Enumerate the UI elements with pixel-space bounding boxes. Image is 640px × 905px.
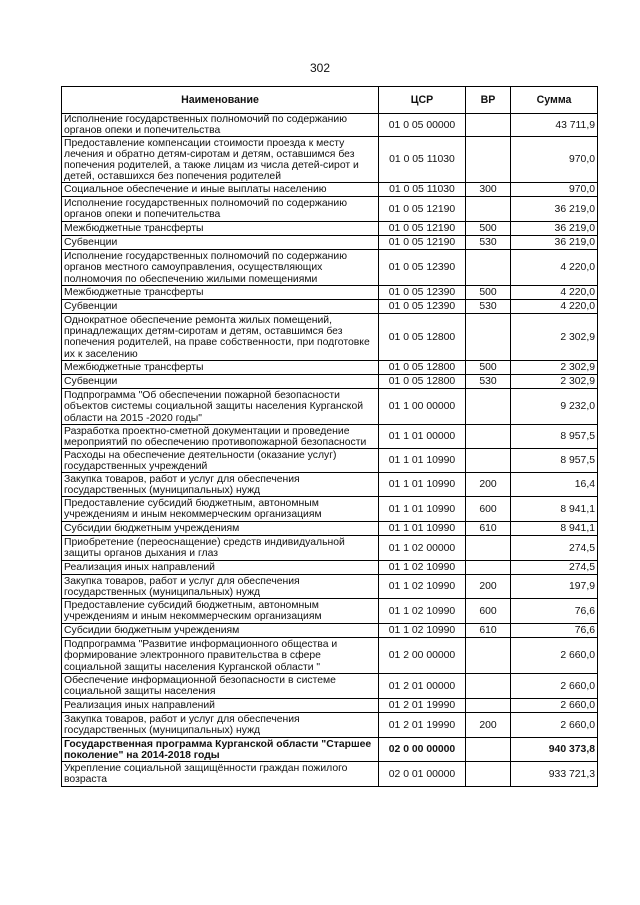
name-cell: Закупка товаров, работ и услуг для обеспечения государственных (муниципальных) нужд [62,713,379,738]
name-cell: Укрепление социальной защищённости граждан пожилого возраста [62,762,379,787]
name-cell: Межбюджетные трансферты [62,286,379,300]
table-row [62,389,598,425]
name-cell: Государственная программа Курганской области "Старшее поколение" на 2014-2018 годы [62,738,379,762]
table-row [62,449,598,473]
sum-cell: 8 957,5 [511,449,598,473]
name-cell: Субвенции [62,375,379,389]
table-row [62,561,598,575]
table-row [62,575,598,599]
sum-cell: 36 219,0 [511,236,598,250]
vr-cell [466,197,511,222]
sum-cell: 2 660,0 [511,713,598,738]
sum-cell: 9 232,0 [511,389,598,425]
sum-cell: 76,6 [511,624,598,638]
header-name: Наименование [62,87,379,114]
sum-cell: 940 373,8 [511,738,598,762]
csr-cell: 01 1 01 00000 [379,425,466,449]
sum-cell: 8 941,1 [511,522,598,536]
vr-cell [466,389,511,425]
vr-cell [466,638,511,674]
table-row [62,286,598,300]
table-row [62,624,598,638]
csr-cell: 01 0 05 12190 [379,222,466,236]
sum-cell: 8 957,5 [511,425,598,449]
name-cell: Исполнение государственных полномочий по содержанию органов местного самоуправления, осуществляющих полномочия по обеспечению жилыми помещениями [62,250,379,286]
vr-cell: 200 [466,575,511,599]
vr-cell [466,561,511,575]
csr-cell: 01 0 05 12390 [379,250,466,286]
csr-cell: 01 1 01 10990 [379,449,466,473]
header-sum: Сумма [511,87,598,114]
sum-cell: 197,9 [511,575,598,599]
table-row [62,375,598,389]
csr-cell: 01 1 02 10990 [379,599,466,624]
sum-cell: 933 721,3 [511,762,598,787]
vr-cell [466,137,511,183]
table-row [62,713,598,738]
name-cell: Разработка проектно-сметной документации и проведение мероприятий по обеспечению противопожарной безопасности [62,425,379,449]
vr-cell: 300 [466,183,511,197]
csr-cell: 01 0 05 11030 [379,137,466,183]
vr-cell [466,449,511,473]
table-row [62,114,598,137]
sum-cell: 4 220,0 [511,286,598,300]
csr-cell: 02 0 00 00000 [379,738,466,762]
vr-cell: 200 [466,473,511,497]
csr-cell: 01 1 02 10990 [379,624,466,638]
table-row [62,522,598,536]
name-cell: Исполнение государственных полномочий по содержанию органов опеки и попечительства [62,197,379,222]
vr-cell: 530 [466,375,511,389]
csr-cell: 01 0 05 12390 [379,300,466,314]
name-cell: Реализация иных направлений [62,561,379,575]
name-cell: Однократное обеспечение ремонта жилых помещений, принадлежащих детям-сиротам и детям, оставшимся без попечения родителей, на праве собственности, при подготовке их к заселению [62,314,379,361]
name-cell: Субсидии бюджетным учреждениям [62,624,379,638]
sum-cell: 16,4 [511,473,598,497]
csr-cell: 01 1 01 10990 [379,473,466,497]
name-cell: Предоставление субсидий бюджетным, автономным учреждениям и иным некоммерческим организациям [62,599,379,624]
csr-cell: 01 0 05 12190 [379,236,466,250]
csr-cell: 01 0 05 12390 [379,286,466,300]
header-csr: ЦСР [379,87,466,114]
table-row [62,738,598,762]
name-cell: Приобретение (переоснащение) средств индивидуальной защиты органов дыхания и глаз [62,536,379,561]
vr-cell [466,674,511,699]
csr-cell: 01 0 05 12190 [379,197,466,222]
vr-cell: 530 [466,236,511,250]
name-cell: Подпрограмма "Об обеспечении пожарной безопасности объектов системы социальной защиты населения Курганской области на 2015 -2020 годы" [62,389,379,425]
sum-cell: 36 219,0 [511,222,598,236]
table-row [62,250,598,286]
vr-cell [466,762,511,787]
vr-cell: 200 [466,713,511,738]
table-row [62,183,598,197]
sum-cell: 2 660,0 [511,674,598,699]
vr-cell: 530 [466,300,511,314]
vr-cell: 500 [466,286,511,300]
name-cell: Субсидии бюджетным учреждениям [62,522,379,536]
csr-cell: 01 1 01 10990 [379,522,466,536]
table-row [62,536,598,561]
sum-cell: 2 302,9 [511,314,598,361]
table-body [62,114,598,787]
vr-cell [466,536,511,561]
sum-cell: 4 220,0 [511,250,598,286]
csr-cell: 02 0 01 00000 [379,762,466,787]
sum-cell: 2 302,9 [511,375,598,389]
name-cell: Закупка товаров, работ и услуг для обеспечения государственных (муниципальных) нужд [62,473,379,497]
sum-cell: 970,0 [511,183,598,197]
table-row [62,762,598,787]
table-row [62,197,598,222]
vr-cell [466,425,511,449]
table-row [62,314,598,361]
name-cell: Расходы на обеспечение деятельности (оказание услуг) государственных учреждений [62,449,379,473]
sum-cell: 2 660,0 [511,699,598,713]
vr-cell [466,699,511,713]
sum-cell: 4 220,0 [511,300,598,314]
budget-table [61,86,598,787]
csr-cell: 01 2 01 19990 [379,699,466,713]
name-cell: Субвенции [62,236,379,250]
table-row [62,674,598,699]
table-row [62,699,598,713]
page-number: 302 [309,61,331,75]
csr-cell: 01 1 02 00000 [379,536,466,561]
vr-cell: 500 [466,222,511,236]
name-cell: Реализация иных направлений [62,699,379,713]
vr-cell [466,314,511,361]
csr-cell: 01 1 02 10990 [379,575,466,599]
csr-cell: 01 0 05 11030 [379,183,466,197]
name-cell: Обеспечение информационной безопасности в системе социальной защиты населения [62,674,379,699]
table-row [62,599,598,624]
csr-cell: 01 2 00 00000 [379,638,466,674]
vr-cell [466,738,511,762]
csr-cell: 01 1 01 10990 [379,497,466,522]
vr-cell: 600 [466,599,511,624]
sum-cell: 2 660,0 [511,638,598,674]
sum-cell: 76,6 [511,599,598,624]
name-cell: Субвенции [62,300,379,314]
sum-cell: 8 941,1 [511,497,598,522]
table-row [62,638,598,674]
table-row [62,300,598,314]
sum-cell: 2 302,9 [511,361,598,375]
vr-cell: 600 [466,497,511,522]
table-row [62,222,598,236]
name-cell: Межбюджетные трансферты [62,361,379,375]
csr-cell: 01 2 01 19990 [379,713,466,738]
sum-cell: 274,5 [511,561,598,575]
table-header-row [62,87,598,114]
csr-cell: 01 1 00 00000 [379,389,466,425]
table-row [62,137,598,183]
csr-cell: 01 2 01 00000 [379,674,466,699]
sum-cell: 970,0 [511,137,598,183]
vr-cell [466,250,511,286]
csr-cell: 01 0 05 00000 [379,114,466,137]
vr-cell: 500 [466,361,511,375]
csr-cell: 01 0 05 12800 [379,361,466,375]
sum-cell: 36 219,0 [511,197,598,222]
csr-cell: 01 0 05 12800 [379,375,466,389]
name-cell: Предоставление компенсации стоимости проезда к месту лечения и обратно детям-сиротам и детям, оставшимся без попечения родителей, а также лицам из числа детей-сирот и детей, оставшихся без попечения родителей [62,137,379,183]
name-cell: Социальное обеспечение и иные выплаты населению [62,183,379,197]
vr-cell [466,114,511,137]
csr-cell: 01 0 05 12800 [379,314,466,361]
vr-cell: 610 [466,522,511,536]
header-vr: ВР [466,87,511,114]
table-row [62,473,598,497]
name-cell: Предоставление субсидий бюджетным, автономным учреждениям и иным некоммерческим организациям [62,497,379,522]
table-row [62,361,598,375]
name-cell: Закупка товаров, работ и услуг для обеспечения государственных (муниципальных) нужд [62,575,379,599]
name-cell: Исполнение государственных полномочий по содержанию органов опеки и попечительства [62,114,379,137]
sum-cell: 274,5 [511,536,598,561]
vr-cell: 610 [466,624,511,638]
table-row [62,236,598,250]
csr-cell: 01 1 02 10990 [379,561,466,575]
table-row [62,497,598,522]
table-row [62,425,598,449]
name-cell: Подпрограмма "Развитие информационного общества и формирование электронного правительства в сфере социальной защиты населения Курганской области " [62,638,379,674]
sum-cell: 43 711,9 [511,114,598,137]
name-cell: Межбюджетные трансферты [62,222,379,236]
